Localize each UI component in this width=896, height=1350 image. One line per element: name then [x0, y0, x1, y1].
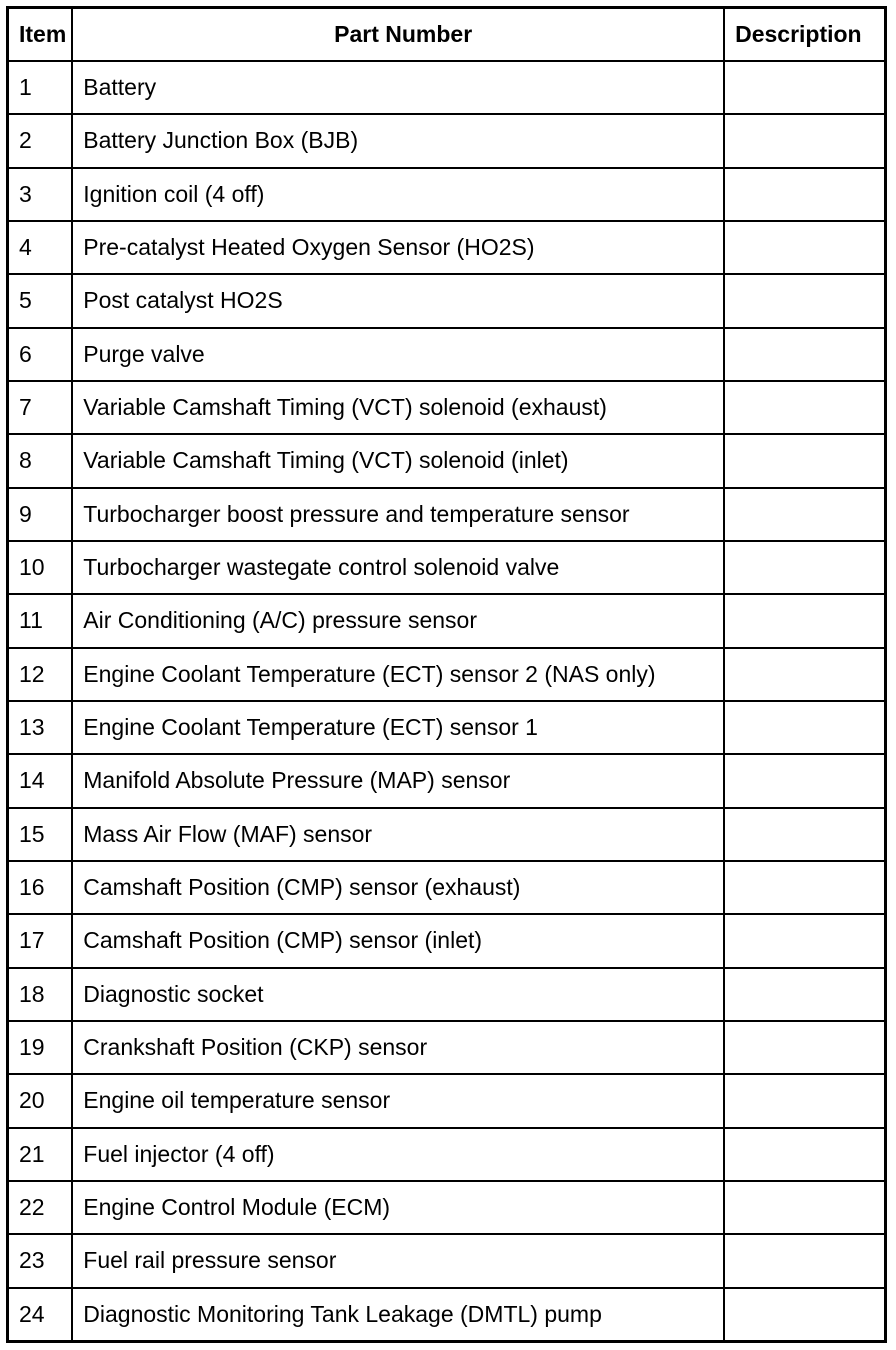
table-row	[8, 701, 886, 754]
row-description	[724, 648, 885, 701]
table-row	[8, 1181, 886, 1234]
row-part-name: Fuel injector (4 off)	[72, 1128, 724, 1181]
row-item-number: 19	[8, 1021, 73, 1074]
row-part-name: Turbocharger boost pressure and temperature sensor	[72, 488, 724, 541]
row-part-name: Camshaft Position (CMP) sensor (inlet)	[72, 914, 724, 967]
table-row	[8, 808, 886, 861]
row-item-number: 21	[8, 1128, 73, 1181]
row-description	[724, 1288, 885, 1342]
row-description	[724, 754, 885, 807]
row-item-number: 15	[8, 808, 73, 861]
row-item-number: 16	[8, 861, 73, 914]
row-part-name: Turbocharger wastegate control solenoid valve	[72, 541, 724, 594]
row-description	[724, 434, 885, 487]
row-part-name: Camshaft Position (CMP) sensor (exhaust)	[72, 861, 724, 914]
table-row	[8, 1021, 886, 1074]
row-part-name: Engine Coolant Temperature (ECT) sensor 1	[72, 701, 724, 754]
row-item-number: 3	[8, 168, 73, 221]
row-part-name: Diagnostic Monitoring Tank Leakage (DMTL) pump	[72, 1288, 724, 1342]
header-description: Description	[724, 8, 885, 62]
row-item-number: 1	[8, 61, 73, 114]
row-description	[724, 808, 885, 861]
table-row	[8, 381, 886, 434]
row-description	[724, 701, 885, 754]
table-row	[8, 754, 886, 807]
row-part-name: Ignition coil (4 off)	[72, 168, 724, 221]
row-part-name: Mass Air Flow (MAF) sensor	[72, 808, 724, 861]
row-item-number: 23	[8, 1234, 73, 1287]
row-part-name: Diagnostic socket	[72, 968, 724, 1021]
table-header-row	[8, 8, 886, 62]
row-part-name: Purge valve	[72, 328, 724, 381]
row-item-number: 20	[8, 1074, 73, 1127]
table-row	[8, 541, 886, 594]
row-item-number: 8	[8, 434, 73, 487]
row-item-number: 10	[8, 541, 73, 594]
row-part-name: Manifold Absolute Pressure (MAP) sensor	[72, 754, 724, 807]
table-row	[8, 168, 886, 221]
table-row	[8, 114, 886, 167]
row-description	[724, 968, 885, 1021]
row-description	[724, 861, 885, 914]
row-item-number: 17	[8, 914, 73, 967]
table-row	[8, 861, 886, 914]
row-item-number: 9	[8, 488, 73, 541]
table-row	[8, 274, 886, 327]
row-item-number: 4	[8, 221, 73, 274]
row-item-number: 7	[8, 381, 73, 434]
row-description	[724, 914, 885, 967]
row-description	[724, 61, 885, 114]
row-description	[724, 381, 885, 434]
row-part-name: Battery	[72, 61, 724, 114]
table-row	[8, 1234, 886, 1287]
table-row	[8, 61, 886, 114]
row-description	[724, 1128, 885, 1181]
row-description	[724, 168, 885, 221]
row-item-number: 11	[8, 594, 73, 647]
row-description	[724, 221, 885, 274]
row-part-name: Post catalyst HO2S	[72, 274, 724, 327]
row-description	[724, 328, 885, 381]
table-row	[8, 1128, 886, 1181]
row-item-number: 22	[8, 1181, 73, 1234]
table-row	[8, 221, 886, 274]
row-part-name: Variable Camshaft Timing (VCT) solenoid (exhaust)	[72, 381, 724, 434]
row-item-number: 13	[8, 701, 73, 754]
row-description	[724, 541, 885, 594]
table-row	[8, 1074, 886, 1127]
row-description	[724, 488, 885, 541]
row-item-number: 12	[8, 648, 73, 701]
table-row	[8, 1288, 886, 1342]
row-description	[724, 1181, 885, 1234]
table-row	[8, 594, 886, 647]
table-row	[8, 968, 886, 1021]
row-part-name: Engine oil temperature sensor	[72, 1074, 724, 1127]
header-part-number: Part Number	[72, 8, 724, 62]
row-description	[724, 594, 885, 647]
row-item-number: 18	[8, 968, 73, 1021]
row-part-name: Engine Control Module (ECM)	[72, 1181, 724, 1234]
row-part-name: Fuel rail pressure sensor	[72, 1234, 724, 1287]
row-description	[724, 1074, 885, 1127]
row-description	[724, 1234, 885, 1287]
row-part-name: Air Conditioning (A/C) pressure sensor	[72, 594, 724, 647]
table-row	[8, 648, 886, 701]
header-item: Item	[8, 8, 73, 62]
row-item-number: 2	[8, 114, 73, 167]
parts-table	[6, 6, 887, 1343]
row-item-number: 6	[8, 328, 73, 381]
table-row	[8, 434, 886, 487]
row-item-number: 14	[8, 754, 73, 807]
row-part-name: Crankshaft Position (CKP) sensor	[72, 1021, 724, 1074]
table-row	[8, 488, 886, 541]
row-description	[724, 114, 885, 167]
table-row	[8, 914, 886, 967]
row-part-name: Battery Junction Box (BJB)	[72, 114, 724, 167]
row-part-name: Pre-catalyst Heated Oxygen Sensor (HO2S)	[72, 221, 724, 274]
row-item-number: 5	[8, 274, 73, 327]
row-item-number: 24	[8, 1288, 73, 1342]
row-description	[724, 1021, 885, 1074]
table-row	[8, 328, 886, 381]
table-body	[8, 61, 886, 1342]
row-part-name: Variable Camshaft Timing (VCT) solenoid (inlet)	[72, 434, 724, 487]
row-part-name: Engine Coolant Temperature (ECT) sensor 2 (NAS only)	[72, 648, 724, 701]
row-description	[724, 274, 885, 327]
